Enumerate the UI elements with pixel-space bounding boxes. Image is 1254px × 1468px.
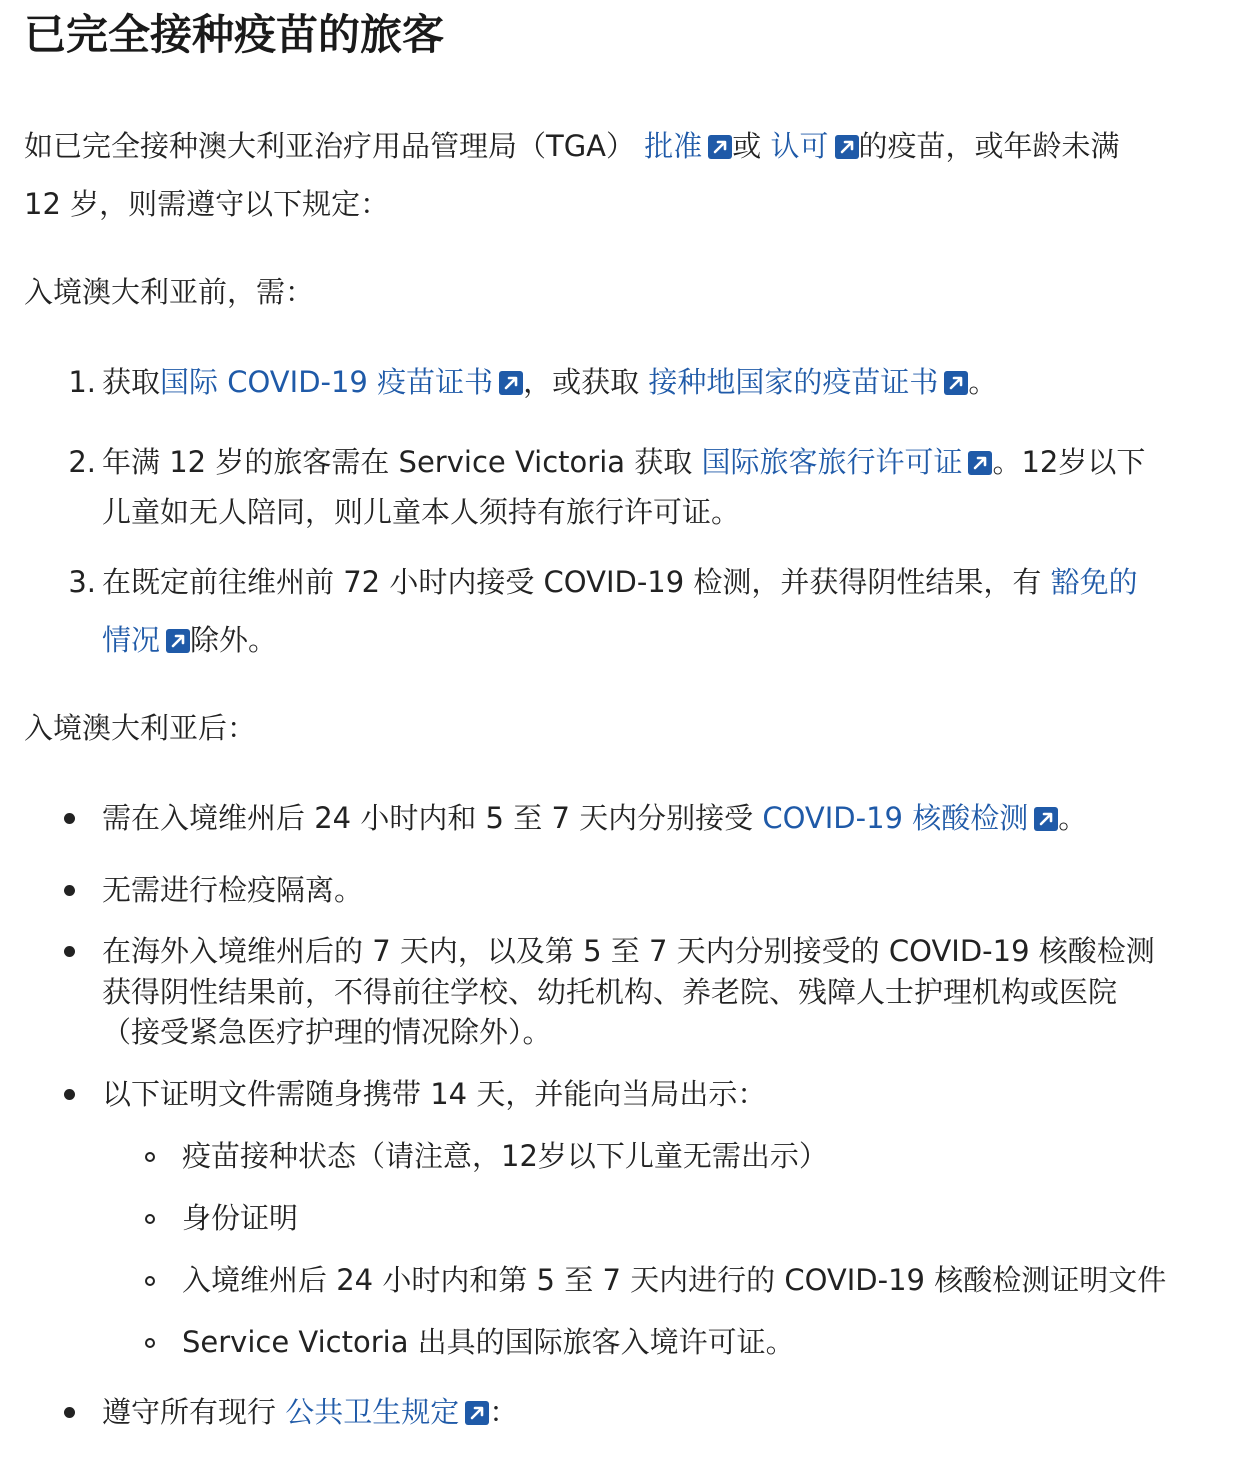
vaccine-certificate-link[interactable] — [160, 365, 523, 399]
bullet-dot — [64, 813, 75, 824]
item-text: 除外。 — [190, 623, 278, 657]
item-text: 。12岁以下 — [992, 445, 1146, 479]
external-link-icon — [708, 135, 732, 159]
item-text: 遵守所有现行 — [102, 1395, 277, 1429]
list-item-continuation: （接受紧急医疗护理的情况除外）。 — [102, 1015, 552, 1049]
item-text: 。 — [1058, 801, 1088, 835]
bullet-dot — [64, 1407, 75, 1418]
sub-bullet-circle — [145, 1276, 155, 1286]
approved-link[interactable] — [644, 129, 732, 163]
sub-bullet-circle — [145, 1338, 155, 1348]
list-item: 在海外入境维州后的 7 天内，以及第 5 至 7 天内分别接受的 COVID-19 核酸检测 — [102, 934, 1155, 968]
exemption-link[interactable] — [1051, 565, 1138, 599]
public-health-rules-link-label: 公共卫生规定 — [285, 1395, 460, 1429]
item-text: 获取 — [102, 365, 161, 399]
page-title: 已完全接种疫苗的旅客 — [24, 10, 445, 59]
list-number: 1. — [68, 365, 96, 399]
list-item: 以下证明文件需随身携带 14 天，并能向当局出示： — [102, 1077, 767, 1111]
intro-or: 或 — [732, 129, 762, 163]
recognised-link[interactable] — [771, 129, 859, 163]
intro-text-after: 的疫苗，或年龄未满 — [858, 129, 1120, 163]
intro-text: 如已完全接种澳大利亚治疗用品管理局（TGA） — [24, 129, 636, 163]
bullet-dot — [64, 885, 75, 896]
item-text: 在既定前往维州前 72 小时内接受 COVID-19 检测，并获得阴性结果，有 — [102, 565, 1042, 599]
intro-line-1 — [24, 126, 1120, 166]
external-link-icon — [944, 371, 968, 395]
approved-link-label: 批准 — [644, 129, 703, 163]
list-item — [102, 562, 1138, 602]
list-item — [102, 362, 997, 402]
list-item-continuation: 获得阴性结果前，不得前往学校、幼托机构、养老院、残障人士护理机构或医院 — [102, 975, 1118, 1009]
sub-list-item: Service Victoria 出具的国际旅客入境许可证。 — [182, 1325, 795, 1359]
sub-bullet-circle — [145, 1152, 155, 1162]
vaccine-certificate-link-label: 国际 COVID-19 疫苗证书 — [160, 365, 494, 399]
bullet-dot — [64, 1089, 75, 1100]
pcr-test-link-label: COVID-19 核酸检测 — [762, 801, 1029, 835]
after-heading: 入境澳大利亚后： — [24, 711, 257, 745]
exemption-link[interactable] — [102, 623, 190, 657]
external-link-icon — [465, 1401, 489, 1425]
external-link-icon — [835, 135, 859, 159]
intro-line-2: 12 岁，则需遵守以下规定： — [24, 187, 390, 221]
external-link-icon — [1034, 807, 1058, 831]
list-item — [102, 1392, 518, 1432]
sub-list-item: 身份证明 — [182, 1201, 299, 1235]
exemption-link-label: 情况 — [102, 623, 161, 657]
list-item-continuation — [102, 620, 277, 660]
public-health-rules-link[interactable] — [285, 1395, 489, 1429]
external-link-icon — [499, 371, 523, 395]
item-text: ，或获取 — [523, 365, 640, 399]
travel-permit-link-label: 国际旅客旅行许可证 — [701, 445, 963, 479]
travel-permit-link[interactable] — [701, 445, 992, 479]
bullet-dot — [64, 946, 75, 957]
exemption-link-label: 豁免的 — [1050, 565, 1138, 599]
external-link-icon — [166, 629, 190, 653]
before-heading: 入境澳大利亚前，需： — [24, 275, 315, 309]
sub-list-item: 入境维州后 24 小时内和第 5 至 7 天内进行的 COVID-19 核酸检测证明文件 — [182, 1263, 1167, 1297]
sub-bullet-circle — [145, 1214, 155, 1224]
item-text: ： — [489, 1395, 519, 1429]
list-number: 3. — [68, 565, 96, 599]
list-item: 无需进行检疫隔离。 — [102, 873, 364, 907]
country-certificate-link[interactable] — [648, 365, 968, 399]
pcr-test-link[interactable] — [762, 801, 1058, 835]
external-link-icon — [968, 451, 992, 475]
sub-list-item: 疫苗接种状态（请注意，12岁以下儿童无需出示） — [182, 1139, 828, 1173]
list-item — [102, 798, 1087, 838]
item-text: 。 — [968, 365, 998, 399]
country-certificate-link-label: 接种地国家的疫苗证书 — [648, 365, 939, 399]
list-item — [102, 442, 1145, 482]
item-text: 需在入境维州后 24 小时内和 5 至 7 天内分别接受 — [102, 801, 754, 835]
list-item-continuation: 儿童如无人陪同，则儿童本人须持有旅行许可证。 — [102, 495, 741, 529]
list-number: 2. — [68, 445, 96, 479]
recognised-link-label: 认可 — [770, 129, 829, 163]
item-text: 年满 12 岁的旅客需在 Service Victoria 获取 — [102, 445, 693, 479]
